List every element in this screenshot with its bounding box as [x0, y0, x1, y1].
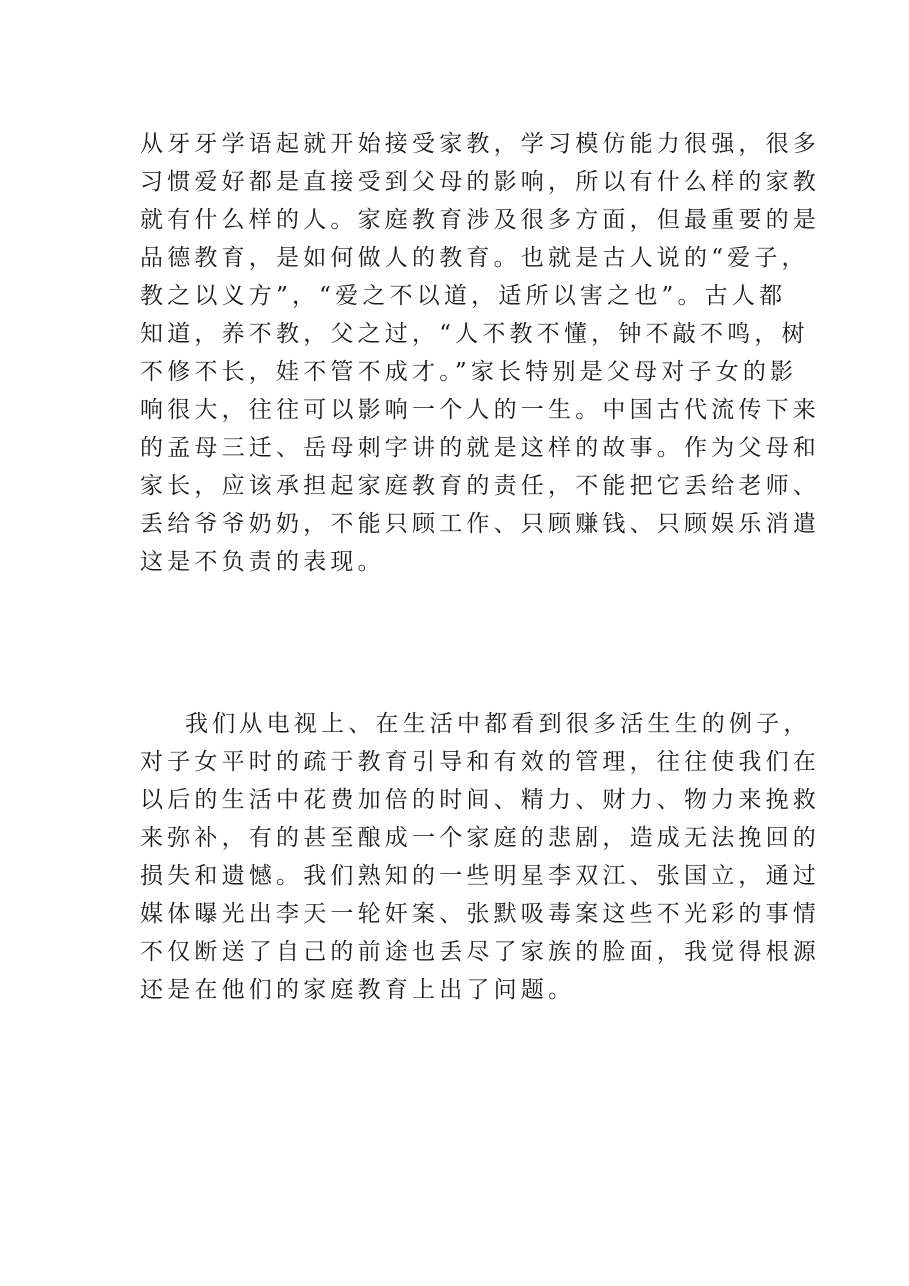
paragraph-2 [140, 705, 820, 1009]
text-line: 以后的生活中花费加倍的时间、精力、财力、物力来挽救 [140, 787, 820, 813]
text-line: 知道，养不教，父之过，“人不教不懂，钟不敲不鸣，树 [140, 321, 809, 347]
text-line: 对子女平时的疏于教育引导和有效的管理，往往使我们在 [140, 749, 820, 775]
text-line: 损失和遗憾。我们熟知的一些明星李双江、张国立，通过 [140, 863, 820, 889]
text-line: 品德教育，是如何做人的教育。也就是古人说的“爱子， [140, 245, 809, 271]
paragraph-1 [140, 125, 820, 581]
text-line: 教之以义方”，“爱之不以道，适所以害之也”。古人都 [140, 283, 787, 309]
text-line: 来弥补，有的甚至酿成一个家庭的悲剧，造成无法挽回的 [140, 825, 820, 851]
text-line: 就有什么样的人。家庭教育涉及很多方面，但最重要的是 [140, 207, 820, 233]
text-line: 的孟母三迁、岳母刺字讲的就是这样的故事。作为父母和 [140, 435, 820, 461]
text-line: 媒体曝光出李天一轮奸案、张默吸毒案这些不光彩的事情 [140, 901, 820, 927]
text-line: 家长，应该承担起家庭教育的责任，不能把它丢给老师、 [140, 473, 820, 499]
text-line: 我们从电视上、在生活中都看到很多活生生的例子， [185, 711, 811, 737]
text-line: 从牙牙学语起就开始接受家教，学习模仿能力很强，很多 [140, 131, 820, 157]
text-line: 习惯爱好都是直接受到父母的影响，所以有什么样的家教 [140, 169, 820, 195]
text-line: 丢给爷爷奶奶，不能只顾工作、只顾赚钱、只顾娱乐消遣 [140, 511, 820, 537]
text-line: 响很大，往往可以影响一个人的一生。中国古代流传下来 [140, 397, 820, 423]
text-line: 还是在他们的家庭教育上出了问题。 [140, 977, 576, 1003]
text-line: 不修不长，娃不管不成才。”家长特别是父母对子女的影 [140, 359, 798, 385]
text-line: 不仅断送了自己的前途也丢尽了家族的脸面，我觉得根源 [140, 939, 820, 965]
text-line: 这是不负责的表现。 [140, 549, 385, 575]
